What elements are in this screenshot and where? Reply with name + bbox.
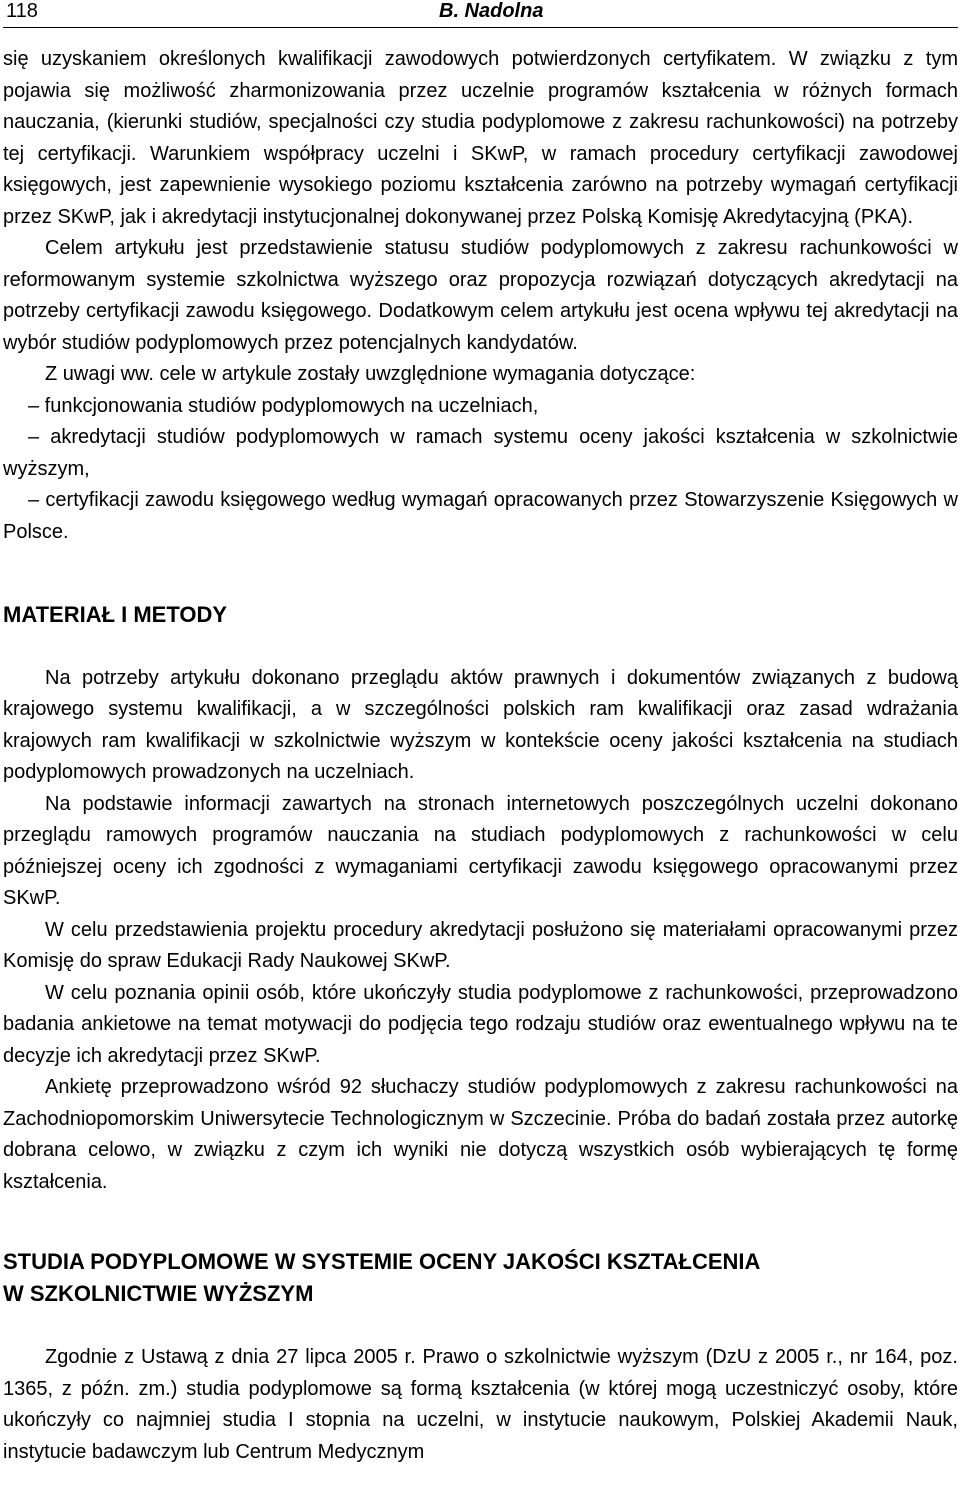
page-number: 118 <box>6 0 38 22</box>
section-heading <box>3 1246 958 1309</box>
section-paragraph: Na potrzeby artykułu dokonano przeglądu aktów prawnych i dokumentów związanych z budową krajowego systemu kwalifikacji, a w szczególności polskich ram kwalifikacji oraz zasad wdrażania krajowych ram kwalifikacji w szkolnictwie wyższym w kontekście oceny jakości kształcenia na studiach podyplomowych prowadzonych na uczelniach. <box>3 666 958 783</box>
section-paragraph: Zgodnie z Ustawą z dnia 27 lipca 2005 r. Prawo o szkolnictwie wyższym (DzU z 2005 r., nr 164, poz. 1365, z późn. zm.) studia podyplomowe są formą kształcenia (w której mogą uczestniczyć osoby, które ukończyły co najmniej studia I stopnia na uczelni, w instytucie naukowym, Polskiej Akademii Nauk, instytucie badawczym lub Centrum Medycznym <box>3 1346 958 1463</box>
section-paragraph: Ankietę przeprowadzono wśród 92 słuchaczy studiów podyplomowych z zakresu rachunkowości na Zachodniopomorskim Uniwersytecie Technologicznym w Szczecinie. Próba do badań została przez autorkę dobrana celowo, w związku z czym ich wyniki nie dotyczą wszystkich osób wybierających tę formę kształcenia. <box>3 1076 958 1193</box>
intro-paragraph-1: się uzyskaniem określonych kwalifikacji zawodowych potwierdzonych certyfikatem. W związku z tym pojawia się możliwość zharmonizowania przez uczelnie programów kształcenia w różnych formach nauczania, (kierunki studiów, specjalności czy studia podyplomowe z zakresu rachunkowości) na potrzeby tej certyfikacji. Warunkiem współpracy uczelni i SKwP, w ramach procedury certyfikacji zawodowej księgowych, jest zapewnienie wysokiego poziomu kształcenia zarówno na potrzeby wymagań certyfikacji przez SKwP, jak i akredytacji instytucjonalnej dokonywanej przez Polską Komisję Akredytacyjną (PKA). <box>3 48 958 228</box>
section-paragraph: W celu poznania opinii osób, które ukończyły studia podyplomowe z rachunkowości, przeprowadzono badania ankietowe na temat motywacji do podjęcia tego rodzaju studiów oraz ewentualnego wpływu na te decyzje ich akredytacji przez SKwP. <box>3 981 958 1067</box>
list-item: – certyfikacji zawodu księgowego według wymagań opracowanych przez Stowarzyszenie Księgowych w Polsce. <box>3 489 958 543</box>
section-paragraph: W celu przedstawienia projektu procedury akredytacji posłużono się materiałami opracowanymi przez Komisję do spraw Edukacji Rady Naukowej SKwP. <box>3 918 958 972</box>
list-item: – akredytacji studiów podyplomowych w ramach systemu oceny jakości kształcenia w szkolnictwie wyższym, <box>3 426 958 480</box>
section-heading-line: W SZKOLNICTWIE WYŻSZYM <box>3 1280 314 1306</box>
list-item: – funkcjonowania studiów podyplomowych na uczelniach, <box>28 394 539 417</box>
body-text <box>3 44 958 1468</box>
running-author: B. Nadolna <box>439 0 544 22</box>
section-heading-line: STUDIA PODYPLOMOWE W SYSTEMIE OCENY JAKOŚCI KSZTAŁCENIA <box>3 1249 761 1274</box>
intro-paragraph-3: Z uwagi ww. cele w artykule zostały uwzględnione wymagania dotyczące: <box>45 363 696 385</box>
running-header <box>3 0 958 28</box>
section-paragraph: Na podstawie informacji zawartych na stronach internetowych poszczególnych uczelni dokonano przeglądu ramowych programów nauczania na studiach podyplomowych z rachunkowości w celu późniejszej oceny ich zgodności z wymaganiami certyfikacji zawodu księgowego opracowanymi przez SKwP. <box>3 792 958 909</box>
section-heading: MATERIAŁ I METODY <box>3 602 228 627</box>
intro-paragraph-2: Celem artykułu jest przedstawienie statusu studiów podyplomowych z zakresu rachunkowości w reformowanym systemie szkolnictwa wyższego oraz propozycja rozwiązań dotyczących akredytacji na potrzeby certyfikacji zawodu księgowego. Dodatkowym celem artykułu jest ocena wpływu tej akredytacji na wybór studiów podyplomowych przez potencjalnych kandydatów. <box>3 237 958 354</box>
